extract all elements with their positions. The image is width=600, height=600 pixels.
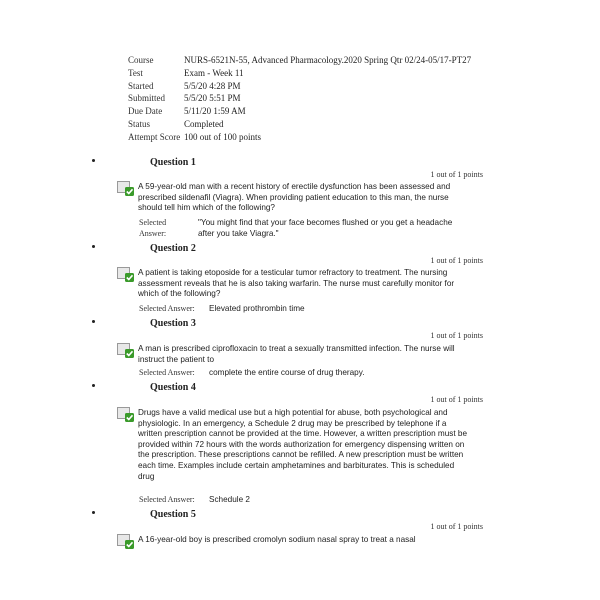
question-text: A 16-year-old boy is prescribed cromolyn sodium nasal spray to treat a nasal xyxy=(138,535,416,544)
test-info-table xyxy=(128,54,471,144)
question-points: 1 out of 1 points xyxy=(430,170,483,179)
bullet-icon xyxy=(92,511,95,514)
info-row-submitted xyxy=(128,92,471,105)
question-title: Question 2 xyxy=(150,243,196,254)
selected-answer-label: Selected Answer: xyxy=(139,495,195,504)
info-row-course xyxy=(128,54,471,67)
question-text: Drugs have a valid medical use but a high potential for abuse, both psychological and physiologic. In an emergency, a Schedule 2 drug may be prescribed by telephone if a written prescription cannot be provided at the time. However, a written prescription must be provided within 72 hours with the words authorization for emergency dispensing written on the prescription. These prescriptions cannot be refilled. A new prescription must be written each time. Examples include certain amphetamines and barbiturates. This is scheduled drug xyxy=(138,408,468,481)
question-text: A man is prescribed ciprofloxacin to treat a sexually transmitted infection. The nurse will instruct the patient to xyxy=(138,344,455,364)
info-label: Submitted xyxy=(128,93,166,104)
correct-answer-icon xyxy=(117,343,135,359)
bullet-icon xyxy=(92,159,95,162)
info-row-status xyxy=(128,118,471,131)
info-row-test xyxy=(128,67,471,80)
bullet-icon xyxy=(92,245,95,248)
question-title: Question 5 xyxy=(150,509,196,520)
question-title: Question 4 xyxy=(150,382,196,393)
selected-answer-label: Selected Answer: xyxy=(139,218,167,238)
correct-answer-icon xyxy=(117,267,135,283)
correct-answer-icon xyxy=(117,181,135,197)
info-value: Completed xyxy=(184,118,224,129)
question-points: 1 out of 1 points xyxy=(430,331,483,340)
selected-answer: "You might find that your face becomes flushed or you get a headache after you take Viagra." xyxy=(198,218,453,238)
question-title: Question 1 xyxy=(150,157,196,168)
correct-answer-icon xyxy=(117,407,135,423)
info-value: 100 out of 100 points xyxy=(184,131,262,142)
selected-answer-label: Selected Answer: xyxy=(139,304,195,313)
selected-answer: Schedule 2 xyxy=(209,495,250,504)
info-label: Test xyxy=(128,67,143,78)
question-points: 1 out of 1 points xyxy=(430,256,483,265)
bullet-icon xyxy=(92,384,95,387)
info-row-started xyxy=(128,80,471,93)
info-value: 5/5/20 5:51 PM xyxy=(184,93,241,104)
info-label: Course xyxy=(128,55,154,65)
info-label: Status xyxy=(128,118,151,129)
info-label: Started xyxy=(128,80,154,91)
info-row-attempt-score xyxy=(128,131,471,144)
question-text: A patient is taking etoposide for a testicular tumor refractory to treatment. The nursing assessment reveals that he is also taking warfarin. The nurse must carefully monitor for which of the following? xyxy=(138,268,455,299)
question-title: Question 3 xyxy=(150,318,196,329)
info-label: Attempt Score xyxy=(128,131,181,142)
bullet-icon xyxy=(92,320,95,323)
correct-answer-icon xyxy=(117,534,135,550)
info-row-due-date xyxy=(128,105,471,118)
selected-answer: complete the entire course of drug therapy. xyxy=(209,368,365,377)
info-value: 5/11/20 1:59 AM xyxy=(184,106,246,117)
info-label: Due Date xyxy=(128,106,163,117)
question-text: A 59-year-old man with a recent history of erectile dysfunction has been assessed and prescribed sildenafil (Viagra). When providing patient education to this man, the nurse should tell him which of the following? xyxy=(138,182,451,213)
question-points: 1 out of 1 points xyxy=(430,522,483,531)
question-points: 1 out of 1 points xyxy=(430,395,483,404)
selected-answer-label: Selected Answer: xyxy=(139,368,195,377)
info-value: Exam - Week 11 xyxy=(184,67,244,78)
selected-answer: Elevated prothrombin time xyxy=(209,304,305,313)
info-value: 5/5/20 4:28 PM xyxy=(184,80,241,91)
info-value: NURS-6521N-55, Advanced Pharmacology.2020 Spring Qtr 02/24-05/17-PT27 xyxy=(184,55,472,65)
